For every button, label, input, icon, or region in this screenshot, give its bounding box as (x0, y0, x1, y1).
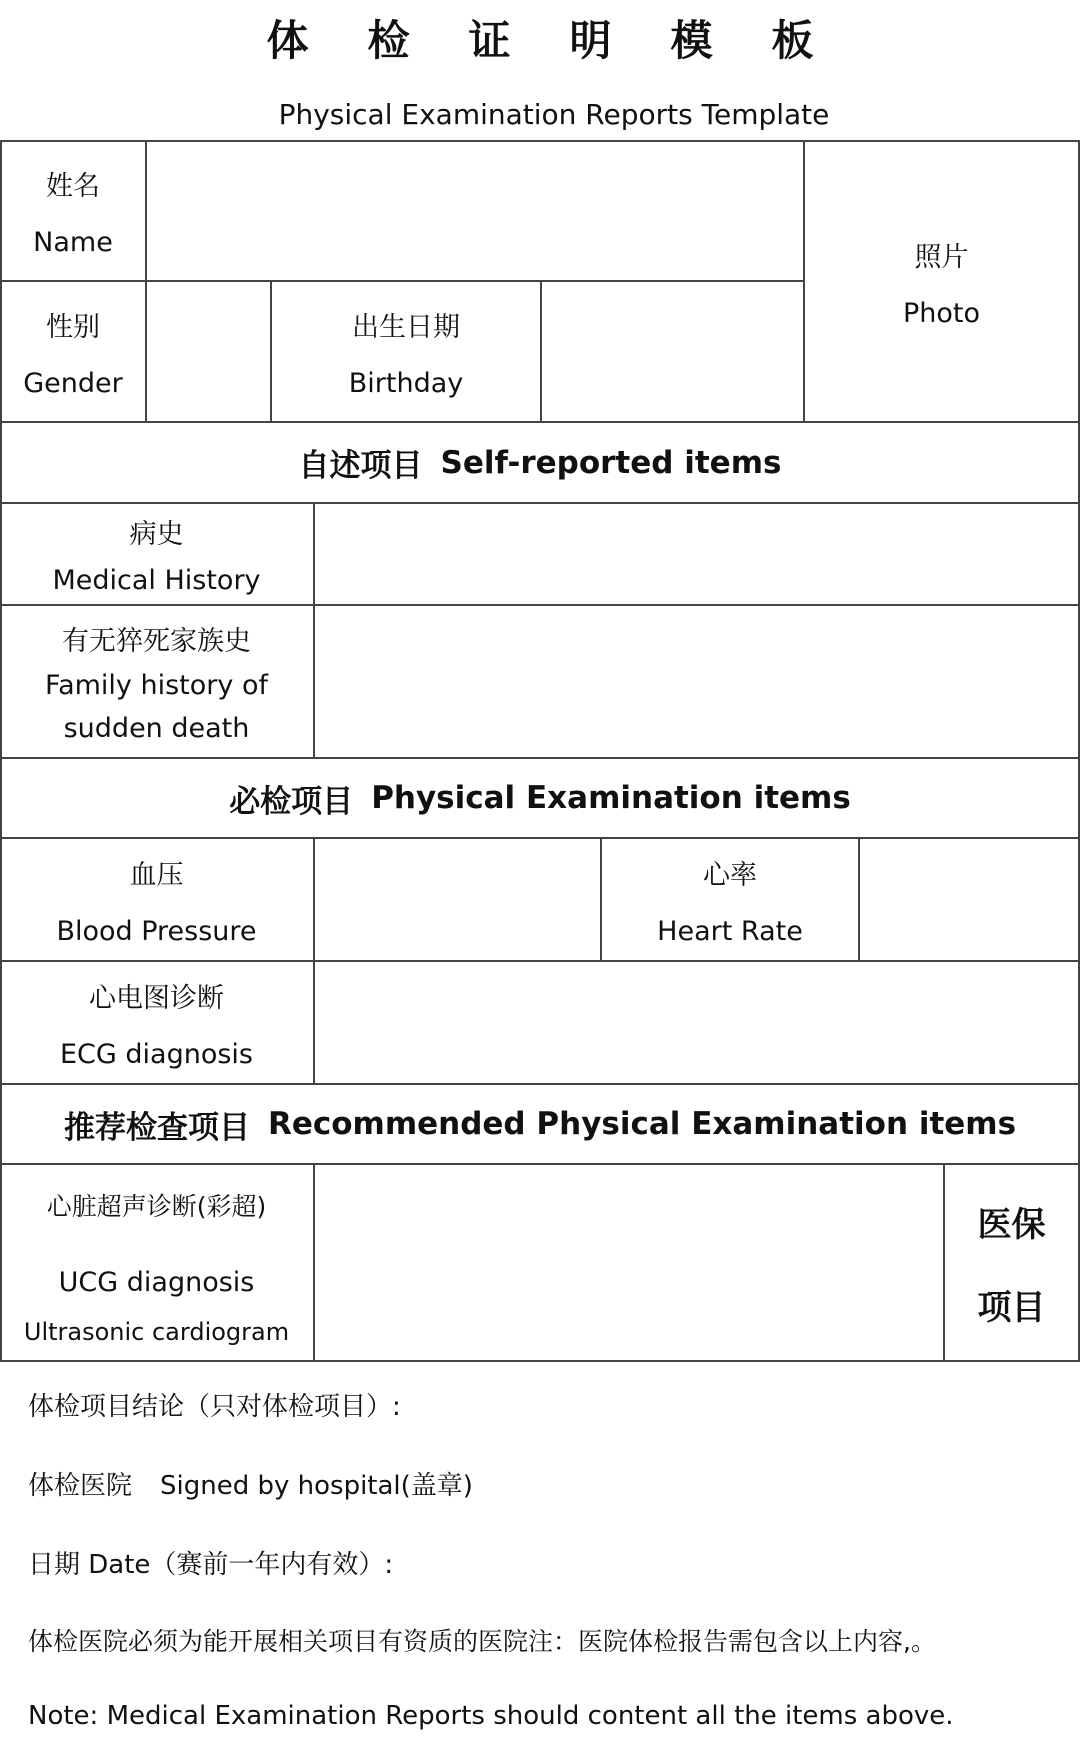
birthday-field[interactable] (542, 282, 803, 421)
table-border (0, 1360, 1080, 1362)
ucg-field[interactable] (315, 1165, 943, 1360)
family-history-field[interactable] (315, 606, 1078, 757)
medical-history-label: 病史 Medical History (52, 519, 261, 596)
title-char: 明 (569, 16, 612, 65)
photo-box[interactable]: 照片 Photo (902, 241, 981, 329)
physical-heading: 必检项目 Physical Examination items (229, 780, 851, 820)
ucg-label: 心脏超声诊断(彩超) UCG diagnosis Ultrasonic cardiogram (23, 1192, 290, 1346)
title-char: 模 (670, 16, 713, 65)
note-en: Note: Medical Examination Reports should content all the items above. (28, 1701, 954, 1731)
gender-field[interactable] (147, 282, 270, 421)
note-zh: 体检医院必须为能开展相关项目有资质的医院注：医院体检报告需包含以上内容,。 (28, 1627, 936, 1656)
blood-pressure-label: 血压 Blood Pressure (56, 859, 257, 947)
insurance-label: 医保 项目 (977, 1204, 1046, 1328)
title-char: 体 (266, 16, 309, 65)
hospital-signature-line: 体检医院 Signed by hospital(盖章) (28, 1471, 473, 1501)
name-label: 姓名 Name (33, 171, 113, 258)
title-char: 板 (771, 16, 814, 65)
conclusion-line: 体检项目结论（只对体检项目）: (28, 1392, 401, 1422)
date-line: 日期 Date（赛前一年内有效）: (28, 1550, 394, 1580)
title-char: 证 (468, 16, 511, 65)
birthday-label: 出生日期 Birthday (348, 311, 464, 399)
blood-pressure-field[interactable] (315, 839, 600, 960)
heart-rate-field[interactable] (860, 839, 1078, 960)
heart-rate-label: 心率 Heart Rate (657, 859, 803, 947)
recommended-heading: 推荐检查项目 Recommended Physical Examination items (63, 1106, 1017, 1146)
gender-label: 性别 Gender (23, 311, 123, 399)
ecg-field[interactable] (315, 962, 1078, 1083)
name-field[interactable] (147, 142, 803, 280)
page-subtitle: Physical Examination Reports Template (278, 98, 830, 131)
ecg-label: 心电图诊断 ECG diagnosis (59, 982, 253, 1070)
family-history-label: 有无猝死家族史 Family history of sudden death (45, 626, 268, 744)
page-title (0, 8, 1080, 68)
title-char: 检 (367, 16, 410, 65)
self-reported-heading: 自述项目 Self-reported items (298, 444, 782, 484)
medical-history-field[interactable] (315, 504, 1078, 604)
